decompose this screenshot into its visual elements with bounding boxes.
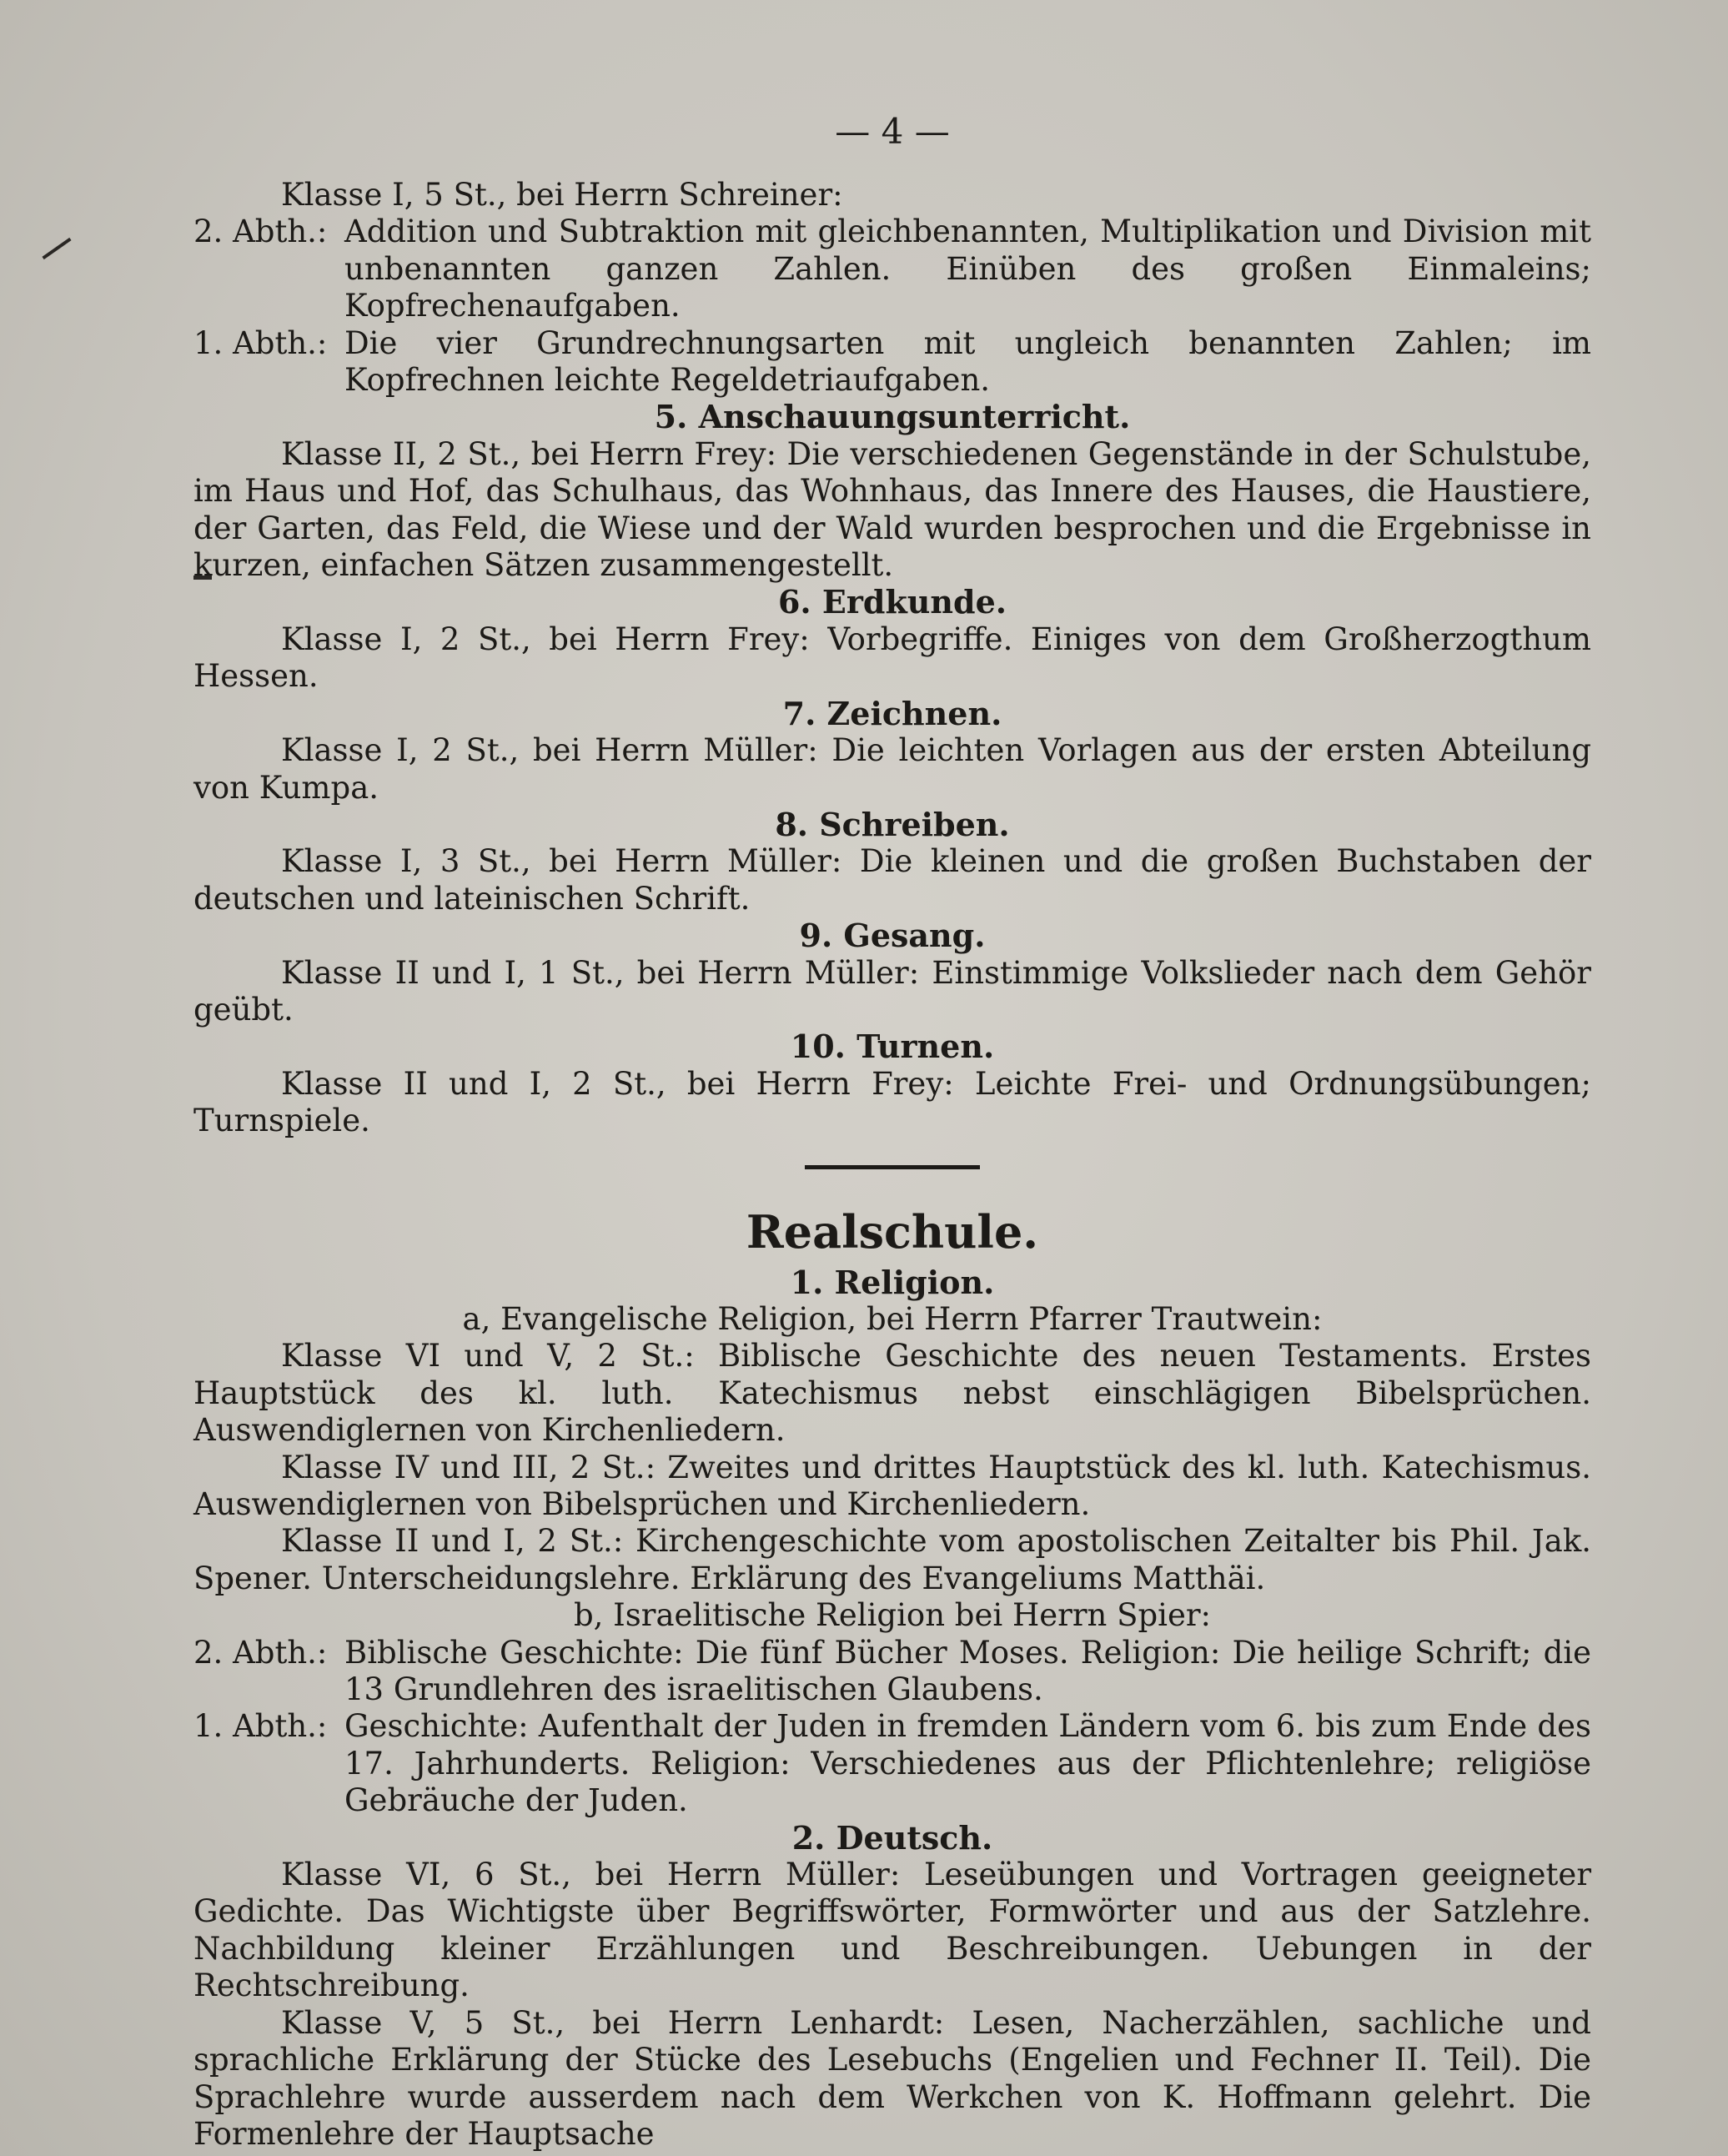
realschule-title: Realschule. (746, 1204, 1039, 1259)
abteilung-text: Addition und Subtraktion mit gleichbenannten, Multiplikation und Division mit unbenannten ganzen Zahlen. Einüben des großen Einmaleins; Kopfrechenaufgaben. (344, 214, 1591, 324)
section-heading-anschauungsunterricht: 5. Anschauungsunterricht. (654, 398, 1131, 436)
margin-pencil-mark (42, 238, 71, 259)
abteilung-text: Geschichte: Aufenthalt der Juden in fremden Ländern vom 6. bis zum Ende des 17. Jahrhunderts. Religion: Verschiedenes aus der Pflichtenlehre; religiöse Gebräuche der Juden. (344, 1708, 1591, 1819)
religion-text: Klasse II und I, 2 St.: Kirchengeschichte vom apostolischen Zeitalter bis Phil. Jak. Spener. Unterscheidungslehre. Erklärung des Evangeliums Matthäi. (193, 1523, 1591, 1596)
section-heading-schreiben: 8. Schreiben. (775, 805, 1010, 843)
section-heading-zeichnen: 7. Zeichnen. (782, 694, 1002, 732)
section-heading-erdkunde: 6. Erdkunde. (777, 583, 1007, 621)
abteilung-text: Biblische Geschichte: Die fünf Bücher Moses. Religion: Die heilige Schrift; die 13 Grundlehren des israelitischen Glaubens. (344, 1634, 1591, 1708)
class-line: Klasse I, 5 St., bei Herrn Schreiner: (281, 177, 843, 213)
abteilung-1 (193, 325, 1591, 400)
section-text: Klasse I, 2 St., bei Herrn Frey: Vorbegriffe. Einiges von dem Großherzogthum Hessen. (193, 621, 1591, 695)
abteilung-label: 2. Abth.: (193, 214, 328, 250)
page-number: — 4 — (835, 111, 950, 152)
deutsch-text: Klasse VI, 6 St., bei Herrn Müller: Leseübungen und Vortragen geeigneter Gedichte. Das Wichtigste über Begriffswörter, Formwörter und aus der Satzlehre. Nachbildung kleiner Erzählungen und Beschreibungen. Uebungen in der Rechtschreibung. (193, 1857, 1591, 2004)
abteilung-label: 2. Abth.: (193, 1634, 328, 1671)
section-heading-deutsch: 2. Deutsch. (791, 1818, 993, 1857)
religion-abteilung-1 (193, 1708, 1591, 1819)
section-text: Klasse I, 3 St., bei Herrn Müller: Die kleinen und die großen Buchstaben der deutschen und lateinischen Schrift. (193, 843, 1591, 917)
section-heading-turnen: 10. Turnen. (790, 1028, 995, 1066)
page-content (193, 107, 1591, 2153)
religion-abteilung-2 (193, 1635, 1591, 1709)
section-text: Klasse II und I, 1 St., bei Herrn Müller: Einstimmige Volkslieder nach dem Gehör geübt. (193, 954, 1591, 1028)
section-text: Klasse I, 2 St., bei Herrn Müller: Die leichten Vorlagen aus der ersten Abteilung von Kumpa. (193, 732, 1591, 806)
section-heading-religion: 1. Religion. (790, 1263, 995, 1301)
section-heading-gesang: 9. Gesang. (799, 917, 986, 955)
deutsch-text: Klasse V, 5 St., bei Herrn Lenhardt: Lesen, Nacherzählen, sachliche und sprachliche Erklärung der Stücke des Lesebuchs (Engelien und Fechner II. Teil). Die Sprachlehre wurde ausserdem nach dem Werkchen von K. Hoffmann gelehrt. Die Formenlehre der Hauptsache (193, 2004, 1591, 2152)
abteilung-2 (193, 214, 1591, 324)
abteilung-label: 1. Abth.: (193, 1708, 328, 1745)
religion-text: Klasse VI und V, 2 St.: Biblische Geschichte des neuen Testaments. Erstes Hauptstück des kl. luth. Katechismus nebst einschlägigen Bibelsprüchen. Auswendiglernen von Kirchenliedern. (193, 1338, 1591, 1449)
section-text: Klasse II und I, 2 St., bei Herrn Frey: Leichte Frei- und Ordnungsübungen; Turnspiele. (193, 1065, 1591, 1139)
abteilung-label: 1. Abth.: (193, 324, 328, 361)
section-text: Klasse II, 2 St., bei Herrn Frey: Die verschiedenen Gegenstände in der Schulstube, im Haus und Hof, das Schulhaus, das Wohnhaus, das Innere des Hauses, die Haustiere, der Garten, das Feld, die Wiese und der Wald wurden besprochen und die Ergebnisse in kurzen, einfachen Sätzen zusammengestellt. (193, 435, 1591, 584)
religion-text: Klasse IV und III, 2 St.: Zweites und drittes Hauptstück des kl. luth. Katechismus. Auswendiglernen von Bibelsprüchen und Kirchenliedern. (193, 1449, 1591, 1522)
subheading-israelitisch: b, Israelitische Religion bei Herrn Spier: (573, 1597, 1212, 1634)
subheading-evangelisch: a, Evangelische Religion, bei Herrn Pfarrer Trautwein: (462, 1300, 1323, 1337)
abteilung-text: Die vier Grundrechnungsarten mit ungleich benannten Zahlen; im Kopfrechnen leichte Regeldetriaufgaben. (344, 324, 1591, 399)
section-divider (805, 1165, 980, 1169)
